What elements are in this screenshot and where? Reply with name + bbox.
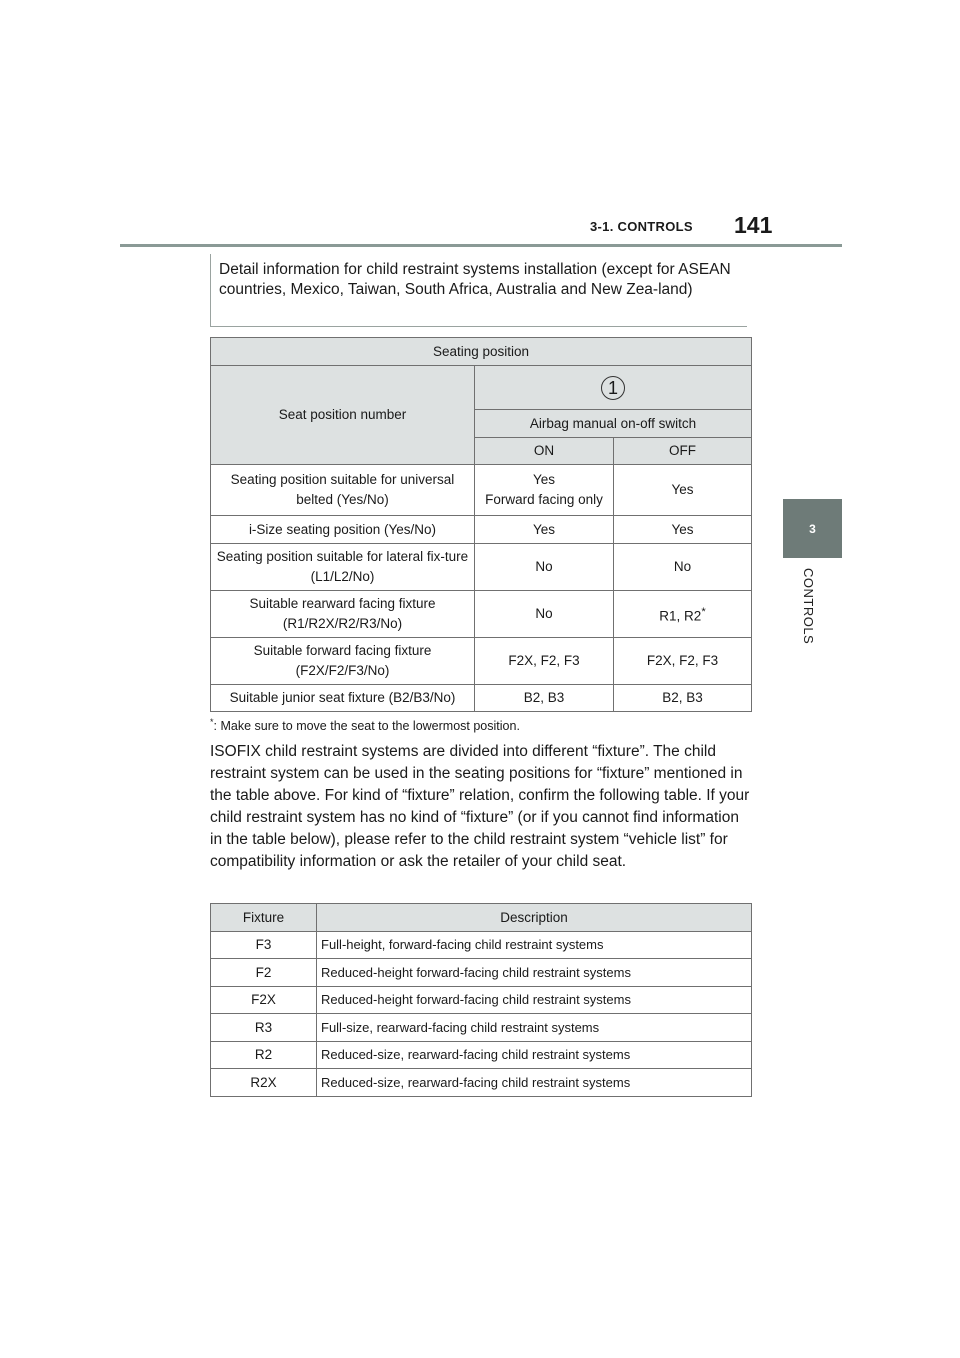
fixture-code: R2X bbox=[211, 1069, 317, 1097]
body-paragraph: ISOFIX child restraint systems are divided into different “fixture”. The child restraint system can be used in the seating positions for “fixture” mentioned in the table above. For kind of “fixture” relation, confirm the following table. If your child restraint system has no kind of “fixture” (or if you cannot find information in the table below), please refer to the child restraint system “vehicle list” for compatibility information or ask the retailer of your child seat. bbox=[210, 743, 750, 870]
table-row bbox=[211, 1042, 752, 1069]
fixture-code: R3 bbox=[211, 1014, 317, 1042]
seat-position-number-label: Seat position number bbox=[211, 366, 475, 465]
on-value-main: Yes bbox=[532, 472, 556, 487]
table-row bbox=[211, 932, 752, 959]
table-row bbox=[211, 465, 752, 516]
on-value: F2X, F2, F3 bbox=[475, 638, 614, 685]
seat-number-cell bbox=[475, 366, 752, 410]
row-label: i-Size seating position (Yes/No) bbox=[211, 516, 475, 544]
off-value: No bbox=[614, 544, 752, 591]
intro-text: Detail information for child restraint systems installation (except for ASEAN countries, Mexico, Taiwan, South Africa, Australia and New Zea-land) bbox=[219, 261, 731, 298]
fixture-code: R2 bbox=[211, 1042, 317, 1069]
table-row bbox=[211, 544, 752, 591]
off-header: OFF bbox=[614, 438, 752, 465]
chapter-label: CONTROLS bbox=[801, 568, 816, 645]
off-value: B2, B3 bbox=[614, 685, 752, 712]
footnote-text: : Make sure to move the seat to the lowermost position. bbox=[213, 719, 520, 734]
intro-box bbox=[210, 254, 747, 327]
on-header: ON bbox=[475, 438, 614, 465]
fixture-code: F2 bbox=[211, 959, 317, 987]
row-label: Suitable forward facing fixture (F2X/F2/F3/No) bbox=[211, 638, 475, 685]
fixture-code: F2X bbox=[211, 987, 317, 1014]
airbag-switch-label: Airbag manual on-off switch bbox=[475, 410, 752, 438]
fixture-description: Reduced-size, rearward-facing child restraint systems bbox=[317, 1069, 752, 1097]
on-value: No bbox=[475, 544, 614, 591]
footnote bbox=[210, 717, 520, 733]
table-row bbox=[211, 959, 752, 987]
on-value: No bbox=[475, 591, 614, 638]
fixture-description: Full-size, rearward-facing child restraint systems bbox=[317, 1014, 752, 1042]
table-row bbox=[211, 685, 752, 712]
fixture-header: Fixture bbox=[211, 904, 317, 932]
table-row bbox=[211, 987, 752, 1014]
on-value-note: Forward facing only bbox=[485, 492, 603, 507]
table-title: Seating position bbox=[211, 338, 752, 366]
fixture-description: Reduced-size, rearward-facing child restraint systems bbox=[317, 1042, 752, 1069]
row-label: Suitable rearward facing fixture (R1/R2X/R2/R3/No) bbox=[211, 591, 475, 638]
on-value: B2, B3 bbox=[475, 685, 614, 712]
row-label: Suitable junior seat fixture (B2/B3/No) bbox=[211, 685, 475, 712]
table-row bbox=[211, 638, 752, 685]
row-label: Seating position suitable for universal belted (Yes/No) bbox=[211, 465, 475, 516]
row-label: Seating position suitable for lateral fix-ture (L1/L2/No) bbox=[211, 544, 475, 591]
footnote-mark: * bbox=[701, 605, 706, 618]
footnote-mark: * bbox=[210, 717, 214, 727]
off-value: Yes bbox=[614, 465, 752, 516]
chapter-tab[interactable]: 3 bbox=[783, 499, 842, 558]
table-row bbox=[211, 516, 752, 544]
fixture-description: Reduced-height forward-facing child restraint systems bbox=[317, 959, 752, 987]
fixture-table bbox=[210, 903, 752, 1097]
fixture-code: F3 bbox=[211, 932, 317, 959]
seat-number-1-icon: 1 bbox=[601, 376, 625, 400]
fixture-description: Reduced-height forward-facing child restraint systems bbox=[317, 987, 752, 1014]
seating-position-table bbox=[210, 337, 752, 712]
fixture-description: Full-height, forward-facing child restraint systems bbox=[317, 932, 752, 959]
off-value bbox=[614, 591, 752, 638]
table-row bbox=[211, 1014, 752, 1042]
description-header: Description bbox=[317, 904, 752, 932]
on-value: Yes bbox=[475, 516, 614, 544]
section-title: 3-1. CONTROLS bbox=[590, 219, 693, 234]
table-row bbox=[211, 591, 752, 638]
off-value: F2X, F2, F3 bbox=[614, 638, 752, 685]
header-divider bbox=[120, 244, 842, 247]
off-value: Yes bbox=[614, 516, 752, 544]
page-number: 141 bbox=[734, 212, 773, 238]
on-value bbox=[475, 465, 614, 516]
off-value-text: R1, R2 bbox=[659, 608, 702, 624]
table-row bbox=[211, 1069, 752, 1097]
